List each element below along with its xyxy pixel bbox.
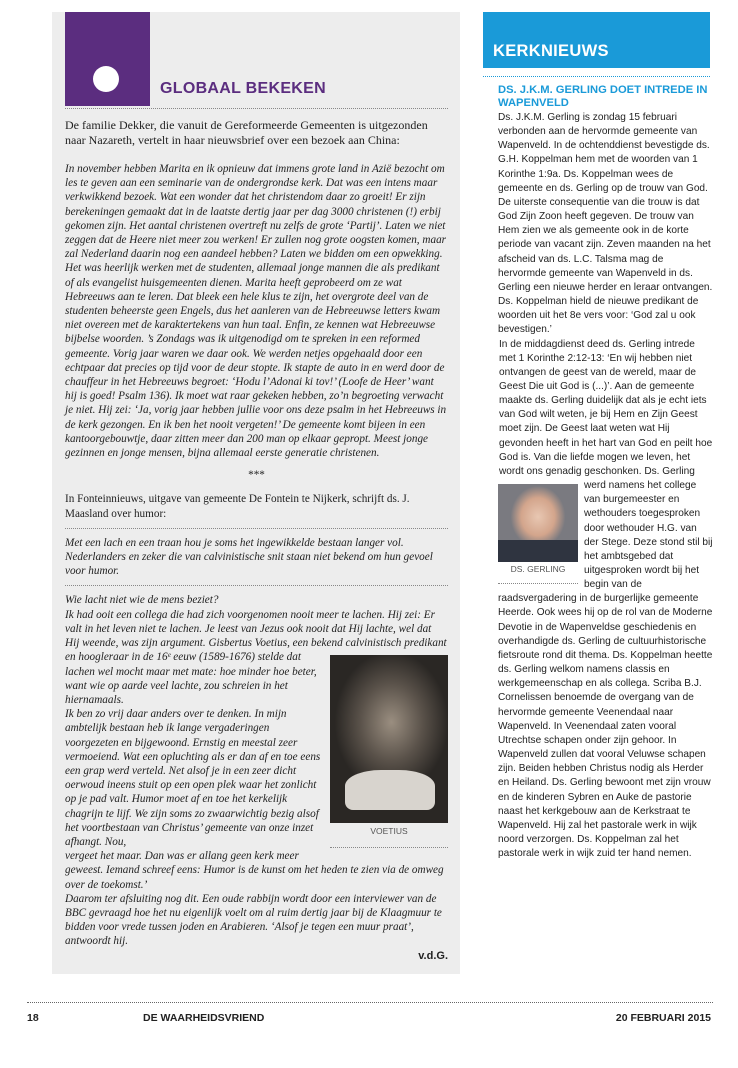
humor-question: Wie lacht niet wie de mens beziet? [65,594,219,607]
issue-date: 20 FEBRUARI 2015 [615,1012,711,1024]
section-stars: *** [248,469,265,482]
article-paragraph-2a: In de middagdienst deed ds. Gerling intrede met 1 Korinthe 2:12-13: ‘En wij hebben niet ontvangen de geest van de wereld, maar de Geest Die uit God is (...)’. Aan de gemeente maakte ds. Gerling duidelijk dat als je echt iets van God wilt weten, je bij Hem en Zijn Geest moet zijn. De Geest laat weten wat Hij gevonden heeft in het hart van God en peilt hoe God is. Van die liefde mogen we leven, het wordt ons genadig geschonken. Ds. Gerling werd namens het college van burgemeester en [498,338,713,508]
article-paragraph-1: Ds. J.K.M. Gerling is zondag 15 februari verbonden aan de hervormde gemeente van Wapenveld. In de ochtenddienst bevestigde ds. G.H. Koppelman hem met de woorden van 1 Korinthe 1:9a. Ds. Koppelman wees de gemeente en ds. Gerling op de trouw van God. De uiterste consequentie van die trouw is dat God Zijn Zoon heeft gegeven. De trouw van Hem zien we als gemeente ook in de korte periode van vacant zijn. Zeven maanden na het afscheid van ds. L.C. Talsma mag de hervormde gemeente van Wapenveld in ds. Gerling een nieuwe herder en leraar ontvangen. Ds. Koppelman hield de nieuwe predikant de woorden uit het 8e vers voor: ‘God zal u ook bevestigen.’ [498,112,713,336]
page-number: 18 [27,1012,39,1024]
intro-paragraph: De familie Dekker, die vanuit de Gereformeerde Gemeenten is uitgezonden naar Nazareth, vertelt in haar nieuwsbrief over een bezoek aan China: [65,118,428,147]
globaal-title: GLOBAAL BEKEKEN [160,80,326,97]
quote-divider [65,528,448,529]
globaal-article [65,118,448,963]
voetius-portrait-collar [345,770,435,810]
footer-divider [27,1002,713,1003]
author-signature: v.d.G. [418,949,448,962]
article-title: DS. J.K.M. GERLING DOET INTREDE IN WAPENVELD [498,84,708,109]
gerling-caption: DS. GERLING [510,564,566,574]
humor-paragraph-1: Met een lach en een traan hou je soms het ingewikkelde bestaan langer vol. Nederlanders en zeker die van calvinistische snit staan niet bekend om hun gevoel voor humor. [65,536,433,578]
title-divider [65,108,448,109]
caption-divider [330,847,448,848]
humor-paragraph-4: Daarom ter afsluiting nog dit. Een oude rabbijn wordt door een interviewer van de BBC gevraagd hoe het nu eigenlijk voelt om al ruim dertig jaar bij de Klaagmuur te bidden voor vrede tussen joden en Arabieren. ‘Alsof je tegen een muur praat’, antwoordt hij. [65,892,442,948]
humor-paragraph-3b: vergeet het maar. Dan was er allang geen kerk meer geweest. Iemand schreef eens: Humor is de kunst om het heden te zien via de omweg over de toekomst.’ [65,850,444,891]
kerknieuws-divider [483,76,710,77]
caption-divider [498,583,578,584]
kerknieuws-title: KERKNIEUWS [493,42,609,60]
photo-wrap-top [498,338,499,485]
magazine-name: DE WAARHEIDSVRIEND [143,1012,265,1024]
humor-paragraph-2: Ik had ooit een collega die had zich voorgenomen nooit meer te lachen. Hij zei: Er valt in het leven niet te lachen. Je leest van Jezus ook nooit dat Hij lachte, wel dat Hij weende, was zijn argument. Gisbertus Voetius, een bekend calvinistisch predikant en hoogleraar in de 16ᵉ eeuw (1589-1676) stelde dat lachen wel mocht maar met mate: hoe minder hoe beter, want wie op aarde veel lachte, zou schreien in het hiernamaals. [65,608,448,707]
gerling-portrait-suit [498,540,578,562]
section-dot-icon [93,66,119,92]
china-paragraph-1: In november hebben Marita en ik opnieuw dat immens grote land in Azië bezocht om les te geven aan een seminarie van de ondergrondse kerk. Dat was een intens maar verkwikkend bezoek. Wat een wonder dat het christendom daar zo groeit! Er zijn berekeningen gemaakt dat in de laatste dertig jaar per dag 3000 christenen (!) erbij gekomen zijn. Het aantal christenen overtreft nu zelfs de grote ‘Partij’. Laten we niet zeggen dat de Heere niet meer zou werken! Er zullen nog grote oogsten komen, maar zal Nederland daarin nog een aandeel hebben? Laten we bidden om een opwekking. [65,163,447,261]
article-paragraph-2b: wethouders toegesproken door wethouder H.G. van der Stege. Deze stond stil bij het ambtsgebed dat uitgesproken wordt bij het begin van de raadsvergadering in de burgerlijke gemeente Heerde. Ook wees hij op de rol van de Moderne Devotie in de Wapenveldse geschiedenis en overhandigde ds. Gerling de cultuurhistorische fietsroute rond dit thema. Ds. Koppelman heette ds. Gerling welkom namens classis en werkgemeenschap en als collega. Scriba B.J. Cornelissen benoemde de overgang van de hervormde gemeente Veenendaal naar Wapenveld. In Veenendaal zaten vooral Utrechtse schapen onder zijn gehoor. In Wapenveld zullen dat vooral Veluwse schapen zijn. Beiden hebben Christus nodig als Herder en Heiland. Ds. Gerling bewoont met zijn vrouw en de kinderen Sybren en Auke de pastorie naast het kerkgebouw aan de Kerkstraat te Wapenveld. Hij zal het pastorale werk in wijk noord verzorgen. Ds. Koppelman zal het pastorale werk in wijk zuid ter hand nemen. [498,508,713,860]
fontein-intro: In Fonteinnieuws, uitgave van gemeente De Fontein te Nijkerk, schrijft ds. J. Maasland over humor: [65,493,410,520]
voetius-wrap-top [447,608,448,655]
voetius-caption: VOETIUS [370,826,408,836]
china-paragraph-2: Het was heerlijk werken met de studenten, allemaal jonge mannen die als predikant of als evangelist huisgemeenten dienen. Marita heeft geprobeerd om ze wat Hebreeuws aan te leren. Dat bleek een hele klus te zijn, het overgrote deel van de studenten beheerste geen Engels, dus het aanleren van de Hebreeuwse letters kwam niet overeen met de karaktertekens van hun taal. Enfin, ze kennen wat Hebreeuwse bijbelse woorden. ’s Zondags was ik uitgenodigd om te spreken in een reformed gemeente. Vorig jaar waren we daar ook. We werden netjes opgehaald door een echtpaar dat precies op tijd voor de deur stopte. Ik stapte de auto in en werd door de chauffeur in het Hebreeuws begroet: ‘Hodu l’Adonai ki tov!’ (Loofe de Heer’ want hij is goed! Psalm 136). Ik moet wat raar gekeken hebben, zo’n begroeting verwacht je niet. Hij zei: ‘Ja, vorig jaar hebben jullie voor ons deze psalm in het Hebreeuws in de kerk gezongen. En ik ben het nooit vergeten!’ De gemeente komt bijeen in een kantoorgebouwtje, daar zitten meer dan 200 man op elkaar gepropt. Meest jonge gezinnen en jonge mensen, bijna allemaal eerste generatie christenen. [65,262,447,460]
quote-divider [65,585,448,586]
humor-paragraph-3a: Ik ben zo vrij daar anders over te denken. In mijn ambtelijk bestaan heb ik lange vergaderingen voorgezeten en bijgewoond. Ernstig en meestal zeer vermoeiend. Wat een opluchting als er dan af en toe eens een grap werd verteld. Net alsof je in een zeer dicht oerwoud ineens stuit op een open plek waar het zonlicht op je pad valt. Humor moet af en toe het kerkelijk chagrijn te lijf. We zijn soms zo zwaarwichtig bezig alsof het voortbestaan van Christus’ gemeente van onze inzet afhangt. Nou, [65,708,321,848]
